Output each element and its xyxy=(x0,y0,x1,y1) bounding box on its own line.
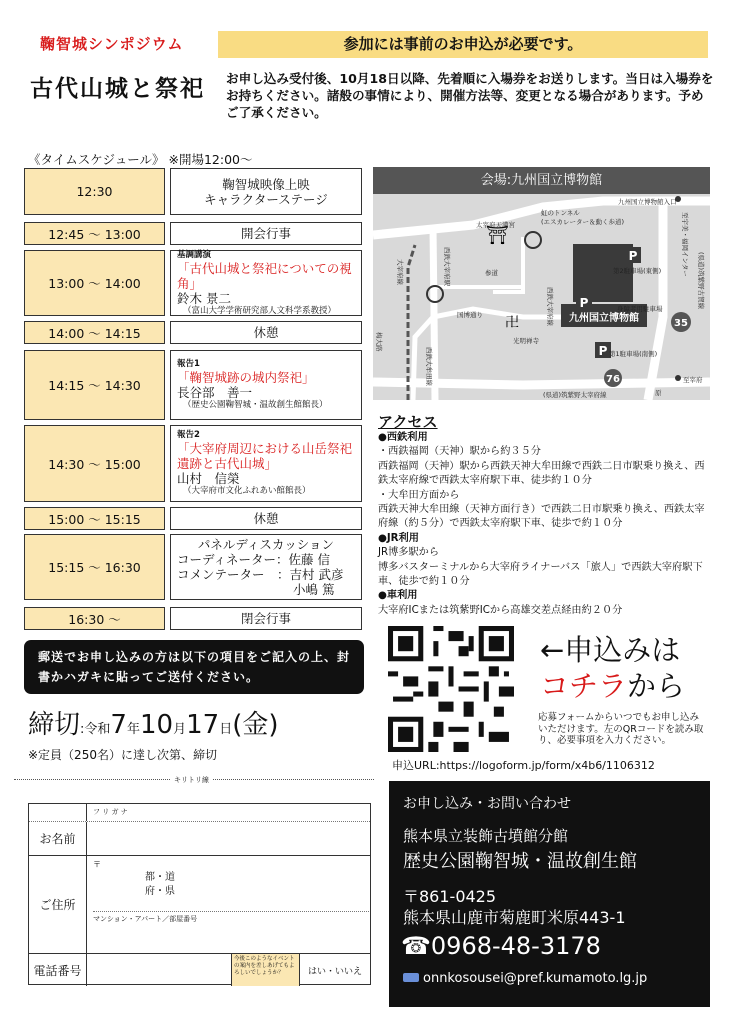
content-cell xyxy=(170,534,362,600)
route-76-badge: 76 xyxy=(606,374,620,385)
lecture-topic: 遺跡と古代山城」 xyxy=(177,456,278,471)
time-cell: 13:00 〜 14:00 xyxy=(24,250,165,316)
temple-icon: 卍 xyxy=(505,315,519,331)
program-line: 休憩 xyxy=(253,511,279,526)
map-label: 第2駐車場(東側) xyxy=(613,267,662,275)
address-label: ご住所 xyxy=(29,856,87,953)
schedule-row xyxy=(24,350,362,420)
deadline-weekday: (金) xyxy=(232,710,279,740)
program-tag: 報告2 xyxy=(177,430,200,440)
access-line: ●車利用 xyxy=(378,590,418,602)
qr-code[interactable] xyxy=(388,626,514,752)
deadline-month: 10 xyxy=(139,710,174,740)
time-cell: 12:45 〜 13:00 xyxy=(24,222,165,245)
schedule-row xyxy=(24,168,362,215)
map-label: 身障者用駐車場 xyxy=(617,305,663,313)
museum-label: 九州国立博物館 xyxy=(569,313,639,324)
access-line: ・大牟田方面から xyxy=(378,489,460,501)
panel-coordinator: コーディネーター：佐藤 信 xyxy=(177,552,330,567)
parking-icon: P xyxy=(598,344,608,358)
speaker-affiliation: （歴史公園鞠智城・温故創生館館長） xyxy=(183,400,328,410)
apply-here[interactable] xyxy=(540,664,685,705)
map-label: 国博通り xyxy=(457,311,483,319)
time-cell: 16:30 〜 xyxy=(24,607,165,630)
route-35-badge: 35 xyxy=(674,318,688,329)
map-label: (県道)筑紫野古賀線 xyxy=(697,252,705,310)
content-cell xyxy=(170,321,362,344)
furigana-spacer xyxy=(29,804,87,821)
content-cell xyxy=(170,350,362,420)
content-cell xyxy=(170,507,362,530)
contact-panel xyxy=(389,781,710,1007)
lecture-topic: 「鞠智城跡の城内祭祀」 xyxy=(177,370,315,385)
name-row[interactable] xyxy=(29,822,370,856)
map-label: 太宰府天満宮 xyxy=(476,221,515,229)
map-label: 虹のトンネル xyxy=(541,209,580,217)
speaker-affiliation: （大宰府市文化ふれあい館館長） xyxy=(183,486,311,496)
access-line: 博多バスターミナルから大宰府ライナーバス「旅人」で西鉄大宰府駅下車、徒歩で約１０分 xyxy=(378,561,703,588)
phone-label: 電話番号 xyxy=(29,954,87,986)
program-line: 開会行事 xyxy=(240,226,291,241)
map-graphic xyxy=(373,167,710,400)
parking-icon: P xyxy=(628,249,638,263)
content-cell xyxy=(170,425,362,502)
postal-mark: 〒 xyxy=(93,860,101,869)
contact-email[interactable] xyxy=(403,971,647,986)
qr-note: 応募フォームからいつでもお申し込みいただけます。左のQRコードを読み取り、必要事項を入力ください。 xyxy=(538,712,704,746)
map-header: 会場:九州国立博物館 xyxy=(373,167,710,194)
deadline-day-unit: 日 xyxy=(219,722,233,737)
deadline-label: 締切 xyxy=(28,710,81,740)
contact-org2: 歴史公園鞠智城・温故創生館 xyxy=(403,851,637,872)
schedule-row xyxy=(24,607,362,630)
map-label: 第1駐車場(南側) xyxy=(609,350,658,358)
access-section xyxy=(378,413,710,618)
schedule-row xyxy=(24,534,362,600)
speaker-affiliation: （富山大学学術研究部人文科学系教授） xyxy=(183,305,337,316)
time-cell: 14:30 〜 15:00 xyxy=(24,425,165,502)
map-label: 大宰府線 xyxy=(396,259,404,285)
program-tag: 報告1 xyxy=(177,359,200,369)
lecture-topic: 「大宰府周辺における山岳祭祀 xyxy=(177,441,353,456)
speaker-name: 鈴木 景二 xyxy=(177,290,231,306)
schedule-row xyxy=(24,222,362,245)
deadline-year-unit: 年 xyxy=(126,722,140,737)
map-label: 光明禅寺 xyxy=(513,337,539,345)
furigana-label: フ リ ガ ナ xyxy=(93,808,128,816)
map-label: (県道)筑紫野太宰府線 xyxy=(543,391,607,399)
time-cell: 14:15 〜 14:30 xyxy=(24,350,165,420)
contact-address: 熊本県山鹿市菊鹿町米原443-1 xyxy=(403,908,626,927)
registration-banner: 参加には事前のお申込が必要です。 xyxy=(218,31,708,58)
time-cell: 15:15 〜 16:30 xyxy=(24,534,165,600)
schedule-row xyxy=(24,507,362,530)
schedule-row xyxy=(24,321,362,344)
map-label: 原 xyxy=(655,389,662,397)
time-cell: 14:00 〜 14:15 xyxy=(24,321,165,344)
prefecture-option: 府・県 xyxy=(145,886,175,897)
access-line: ・西鉄福岡（天神）駅から約３５分 xyxy=(378,446,541,458)
map-label: 梅大路 xyxy=(375,332,383,352)
deadline-era: 令和 xyxy=(84,722,111,737)
prefecture-option: 都・道 xyxy=(145,872,175,883)
deadline: 締切:令和7年10月17日(金) xyxy=(28,710,279,740)
map-label: 九州国立博物館入口 xyxy=(618,198,677,206)
speaker-name: 山村 信榮 xyxy=(177,471,240,486)
contact-heading: お申し込み・お問い合わせ xyxy=(403,796,571,812)
program-line: 閉会行事 xyxy=(240,611,291,626)
access-line: JR博多駅から xyxy=(378,547,440,559)
map-label: 至宇美・福岡インター xyxy=(681,212,689,277)
time-cell: 15:00 〜 15:15 xyxy=(24,507,165,530)
capacity-note: ※定員（250名）に達し次第、締切 xyxy=(28,748,217,762)
content-cell xyxy=(170,168,362,215)
speaker-name: 長谷部 善一 xyxy=(177,385,253,400)
program-tag: 基調講演 xyxy=(177,249,212,260)
furigana-row xyxy=(29,804,370,822)
panel-commentator: 小嶋 篤 xyxy=(293,582,335,597)
phone-row[interactable] xyxy=(29,954,370,986)
contact-org1: 熊本県立装飾古墳館分館 xyxy=(403,827,569,845)
apply-here-red[interactable]: コチラ xyxy=(540,669,628,703)
phone-number: 0968-48-3178 xyxy=(430,932,601,960)
program-line: キャラクターステージ xyxy=(204,191,328,207)
map-label: 至宰府 xyxy=(683,376,703,384)
venue-map xyxy=(373,167,710,400)
schedule-row xyxy=(24,425,362,502)
schedule-row xyxy=(24,250,362,316)
map-label: 西鉄大牟田線 xyxy=(425,347,433,386)
notice-text: お申し込み受付後、10月18日以降、先着順に入場券をお送りします。当日は入場券をお持ちください。諸般の事情により、開催方法等、変更となる場合があります。予めご了承ください。 xyxy=(226,71,714,120)
contact-phone[interactable] xyxy=(401,932,601,960)
map-label: 西鉄大宰府線 xyxy=(546,287,554,326)
page-title: 古代山城と祭祀 xyxy=(30,76,205,102)
contact-postal: 〒861-0425 xyxy=(403,887,497,906)
content-cell xyxy=(170,222,362,245)
apply-arrow-text: ←申込みは xyxy=(540,633,681,667)
parking-icon: P xyxy=(579,296,589,310)
schedule-label: 《タイムスケジュール》 ※開場12:00〜 xyxy=(28,152,253,167)
map-label: 参道 xyxy=(485,269,498,277)
symposium-label: 鞠智城シンポジウム xyxy=(40,35,184,53)
cut-line-label: キリトリ線 xyxy=(170,775,213,785)
consent-answer[interactable]: はい・いいえ xyxy=(299,954,370,986)
application-form xyxy=(28,803,371,985)
address-row[interactable] xyxy=(29,856,370,954)
content-cell xyxy=(170,250,362,316)
apply-here-black: から xyxy=(627,669,686,703)
access-line: ●JR利用 xyxy=(378,532,419,544)
panel-commentator: コメンテーター ：吉村 武彦 xyxy=(177,567,344,582)
deadline-year: 7 xyxy=(110,710,127,740)
name-label: お名前 xyxy=(29,822,87,855)
map-label: (エスカレーター＆動く歩道) xyxy=(541,218,625,226)
mail-instruction-note: 郵送でお申し込みの方は以下の項目をご記入の上、封書かハガキに貼ってご送付ください。 xyxy=(24,640,364,694)
consent-question: 今後このようなイベントの案内を差しあげてもよろしいでしょうか？ xyxy=(231,954,299,986)
program-line: 鞠智城映像上映 xyxy=(222,176,310,192)
access-line: ●西鉄利用 xyxy=(378,432,428,443)
access-line: 西鉄天神大牟田線（天神方面行き）で西鉄二日市駅乗り換え、西鉄太宰府線（約５分）で西鉄太宰府駅下車、徒歩で約１０分 xyxy=(378,504,705,530)
map-label: 西鉄大宰府駅 xyxy=(443,247,451,286)
deadline-month-unit: 月 xyxy=(173,722,187,737)
mansion-label: マンション・アパート／部屋番号 xyxy=(93,911,369,924)
access-heading: アクセス xyxy=(378,413,438,431)
program-line: 休憩 xyxy=(253,325,279,340)
shrine-icon: ⛩ xyxy=(486,225,509,246)
panel-title: パネルディスカッション xyxy=(197,537,335,552)
apply-url[interactable]: 申込URL:https://logoform.jp/form/x4b6/1106312 xyxy=(392,759,655,772)
access-line: 大宰府ICまたは筑紫野ICから高雄交差点経由約２０分 xyxy=(378,604,623,616)
email-address: onnkosousei@pref.kumamoto.lg.jp xyxy=(423,971,648,986)
deadline-day: 17 xyxy=(186,710,220,740)
time-cell: 12:30 xyxy=(24,168,165,215)
mail-icon xyxy=(403,973,419,982)
phone-icon: ☎ xyxy=(401,932,431,960)
lecture-topic: 「古代山城と祭祀についての視角」 xyxy=(177,260,352,291)
access-line: 西鉄福岡（天神）駅から西鉄天神大牟田線で西鉄二日市駅乗り換え、西鉄太宰府線で西鉄太宰府駅下車、徒歩約１０分 xyxy=(378,460,705,487)
content-cell xyxy=(170,607,362,630)
